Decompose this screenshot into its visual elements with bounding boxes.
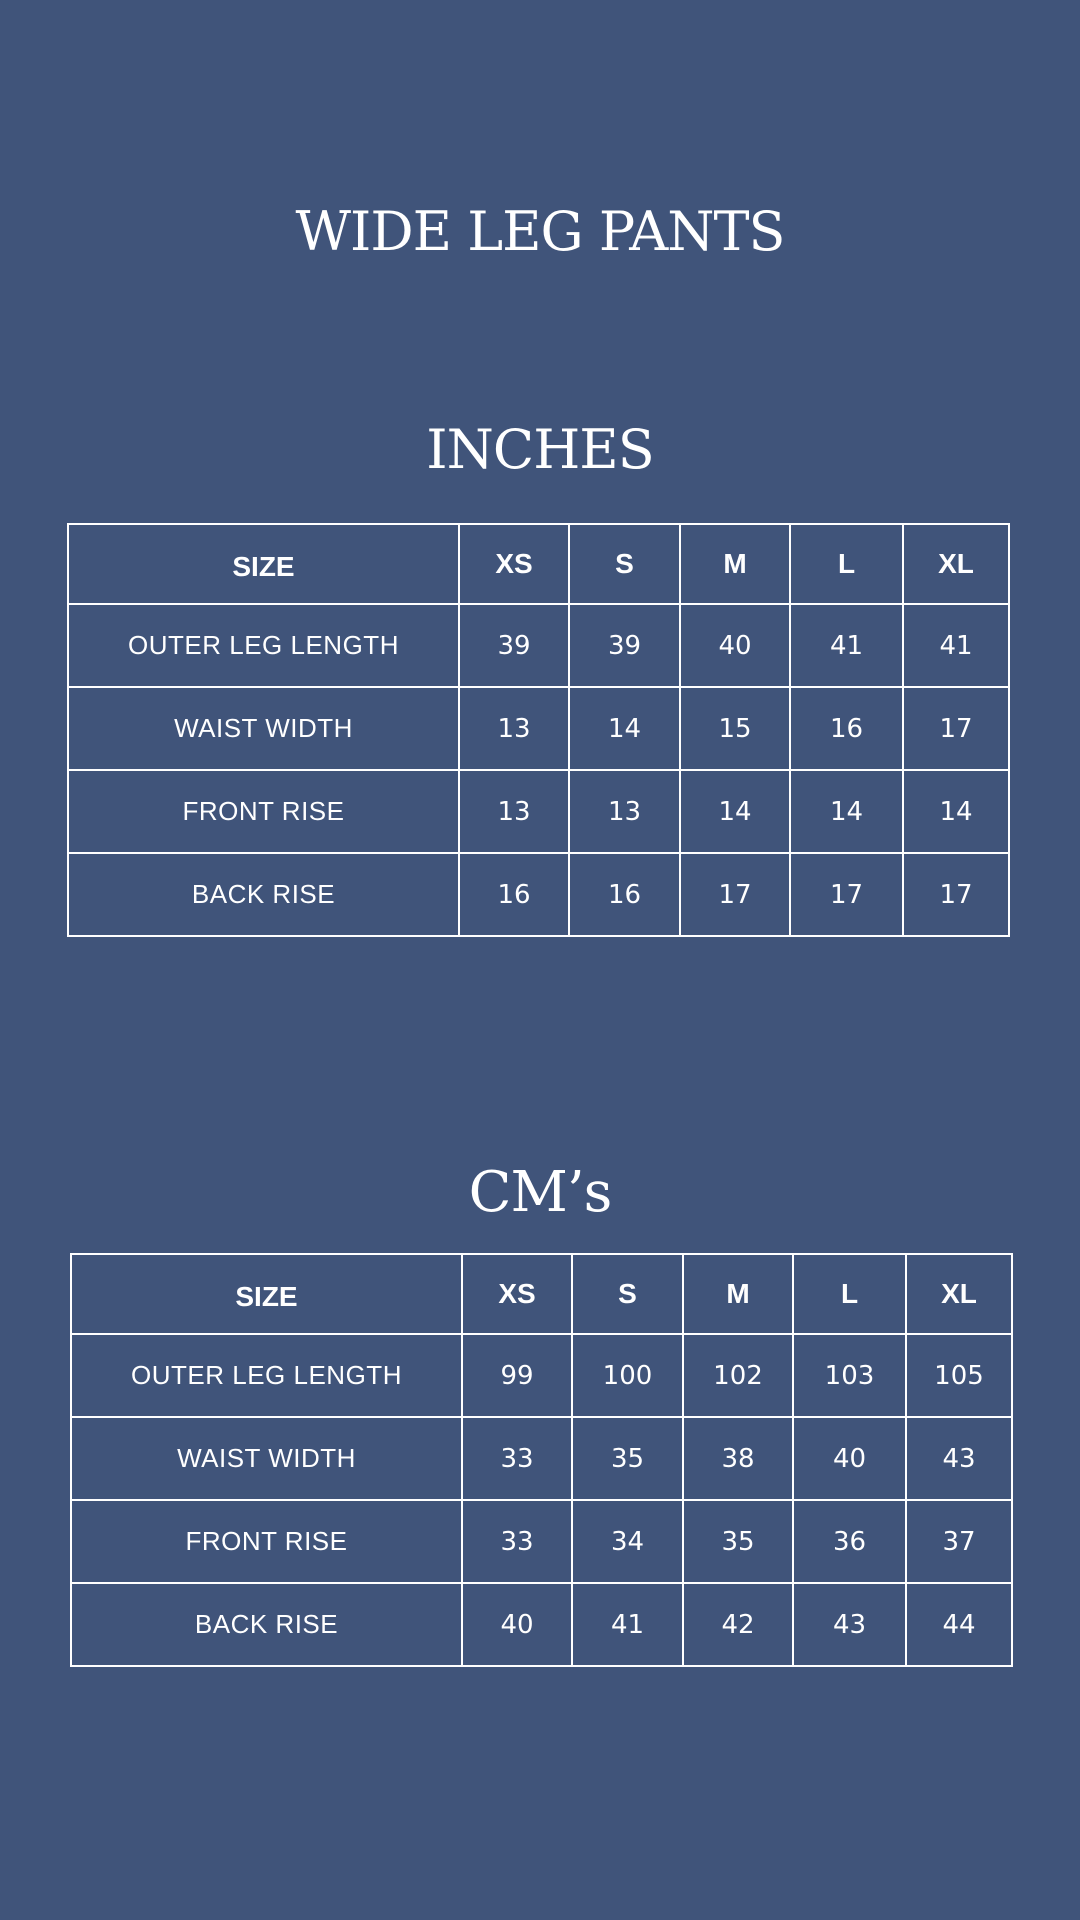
header-s: S <box>572 1254 683 1334</box>
table-cell: 17 <box>903 853 1009 936</box>
header-size: SIZE <box>68 524 459 604</box>
table-cell: 14 <box>903 770 1009 853</box>
table-cell: 41 <box>572 1583 683 1666</box>
row-label: FRONT RISE <box>68 770 459 853</box>
table-cell: 38 <box>683 1417 793 1500</box>
table-cell: 34 <box>572 1500 683 1583</box>
row-label: FRONT RISE <box>71 1500 462 1583</box>
row-label: OUTER LEG LENGTH <box>71 1334 462 1417</box>
table-row <box>71 1583 1012 1666</box>
table-cell: 36 <box>793 1500 906 1583</box>
table-cell: 43 <box>793 1583 906 1666</box>
table-cell: 13 <box>569 770 680 853</box>
table-cell: 39 <box>569 604 680 687</box>
cms-size-table <box>70 1253 1013 1667</box>
header-l: L <box>790 524 903 604</box>
header-xl: XL <box>903 524 1009 604</box>
table-cell: 14 <box>680 770 790 853</box>
table-cell: 33 <box>462 1500 572 1583</box>
header-xs: XS <box>462 1254 572 1334</box>
table-cell: 16 <box>790 687 903 770</box>
table-cell: 15 <box>680 687 790 770</box>
header-l: L <box>793 1254 906 1334</box>
table-row <box>71 1417 1012 1500</box>
cms-heading: CM’s <box>468 1160 612 1225</box>
table-cell: 14 <box>569 687 680 770</box>
table-row <box>71 1500 1012 1583</box>
table-cell: 103 <box>793 1334 906 1417</box>
table-row <box>68 853 1009 936</box>
header-xs: XS <box>459 524 569 604</box>
table-cell: 16 <box>569 853 680 936</box>
table-row <box>68 687 1009 770</box>
table-cell: 35 <box>683 1500 793 1583</box>
table-cell: 40 <box>462 1583 572 1666</box>
table-cell: 102 <box>683 1334 793 1417</box>
table-cell: 17 <box>903 687 1009 770</box>
page-title: WIDE LEG PANTS <box>295 200 785 263</box>
row-label: OUTER LEG LENGTH <box>68 604 459 687</box>
table-cell: 17 <box>680 853 790 936</box>
table-row <box>71 1334 1012 1417</box>
row-label: BACK RISE <box>71 1583 462 1666</box>
table-cell: 17 <box>790 853 903 936</box>
table-cell: 41 <box>790 604 903 687</box>
table-cell: 40 <box>680 604 790 687</box>
table-row <box>68 604 1009 687</box>
table-header-row <box>71 1254 1012 1334</box>
table-cell: 44 <box>906 1583 1012 1666</box>
inches-heading: INCHES <box>426 418 654 481</box>
table-row <box>68 770 1009 853</box>
row-label: WAIST WIDTH <box>68 687 459 770</box>
table-header-row <box>68 524 1009 604</box>
table-cell: 13 <box>459 770 569 853</box>
table-cell: 105 <box>906 1334 1012 1417</box>
table-cell: 99 <box>462 1334 572 1417</box>
header-s: S <box>569 524 680 604</box>
row-label: WAIST WIDTH <box>71 1417 462 1500</box>
table-cell: 41 <box>903 604 1009 687</box>
table-cell: 42 <box>683 1583 793 1666</box>
table-cell: 14 <box>790 770 903 853</box>
table-cell: 35 <box>572 1417 683 1500</box>
row-label: BACK RISE <box>68 853 459 936</box>
header-size: SIZE <box>71 1254 462 1334</box>
table-cell: 37 <box>906 1500 1012 1583</box>
table-cell: 40 <box>793 1417 906 1500</box>
inches-size-table <box>67 523 1010 937</box>
header-m: M <box>683 1254 793 1334</box>
table-cell: 100 <box>572 1334 683 1417</box>
table-cell: 39 <box>459 604 569 687</box>
header-xl: XL <box>906 1254 1012 1334</box>
header-m: M <box>680 524 790 604</box>
table-cell: 13 <box>459 687 569 770</box>
table-cell: 16 <box>459 853 569 936</box>
table-cell: 33 <box>462 1417 572 1500</box>
table-cell: 43 <box>906 1417 1012 1500</box>
